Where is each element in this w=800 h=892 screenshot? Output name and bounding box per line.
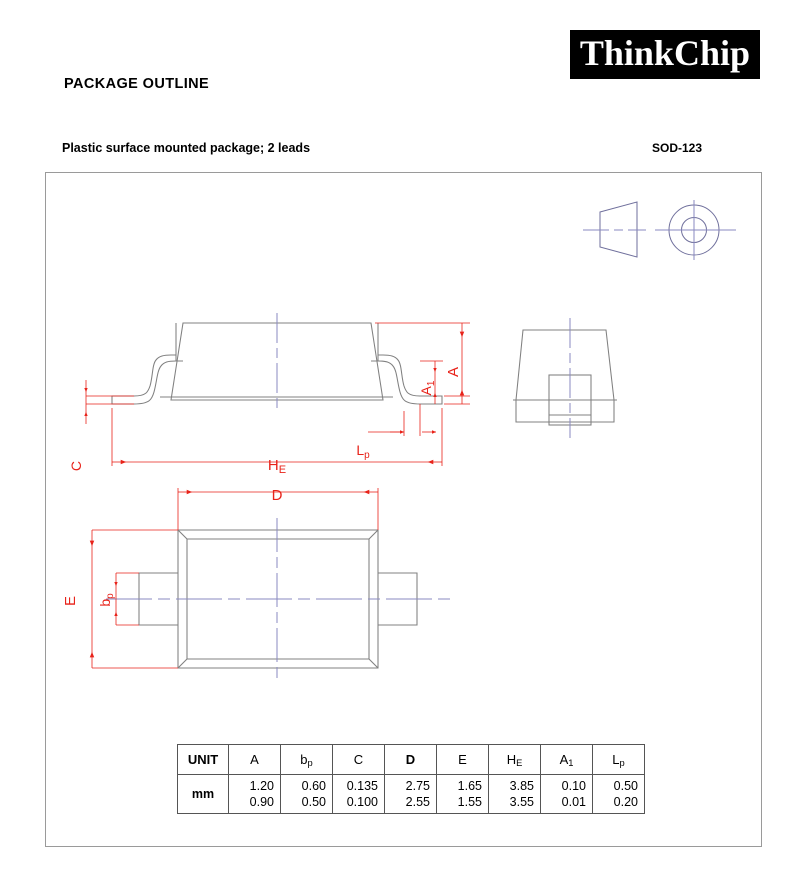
header-cell-Lp: $L_p$ [593,745,645,775]
package-code: SOD-123 [652,141,703,155]
value-min-bp: 0.50 [301,795,326,809]
value-max-bp: 0.60 [301,779,326,793]
header-cell-E: E [437,745,489,775]
header-cell-A1: $A_1$ [541,745,593,775]
value-cell-Lp [593,775,645,814]
brand-logo: ThinkChip [570,30,760,79]
value-min-Lp: 0.20 [613,795,638,809]
value-cell-HE [489,775,541,814]
value-cell-E [437,775,489,814]
dim-label-HE: $H_E$ [267,457,287,476]
value-max-Lp: 0.50 [613,779,638,793]
value-cell-D [385,775,437,814]
value-max-E: 1.65 [457,779,482,793]
value-max-C: 0.135 [346,779,378,793]
dim-label-E: E [62,595,79,607]
value-min-HE: 3.55 [509,795,534,809]
header-cell-C: C [333,745,385,775]
header-unit-label: UNIT [187,752,219,767]
value-max-A: 1.20 [249,779,274,793]
value-min-E: 1.55 [457,795,482,809]
value-min-A1: 0.01 [561,795,586,809]
dim-label-A1: $A_1$ [418,380,437,396]
dim-label-D-side: D [271,487,283,504]
table-value-row [178,775,645,814]
dim-label-Lp: $L_p$ [356,442,370,461]
value-min-C: 0.100 [346,795,378,809]
value-min-A: 0.90 [249,795,274,809]
dim-label-A: A [445,366,462,378]
header-cell-A: A [229,745,281,775]
value-cell-A1 [541,775,593,814]
dimension-table [177,744,645,814]
page-title: PACKAGE OUTLINE [64,76,210,92]
header-cell-unit [178,745,229,775]
value-cell-A [229,775,281,814]
value-min-D: 2.55 [405,795,430,809]
value-max-D: 2.75 [405,779,430,793]
value-max-HE: 3.85 [509,779,534,793]
header-cell-bp: $b_p$ [281,745,333,775]
value-cell-unit: mm [178,775,229,814]
table-header-row [178,745,645,775]
dim-label-bp: $b_p$ [97,593,116,607]
value-max-A1: 0.10 [561,779,586,793]
package-description: Plastic surface mounted package; 2 leads [62,141,311,155]
header-cell-D: D [385,745,437,775]
header-cell-HE: $H_E$ [489,745,541,775]
value-cell-bp [281,775,333,814]
value-cell-C [333,775,385,814]
dim-label-C: C [68,460,84,472]
